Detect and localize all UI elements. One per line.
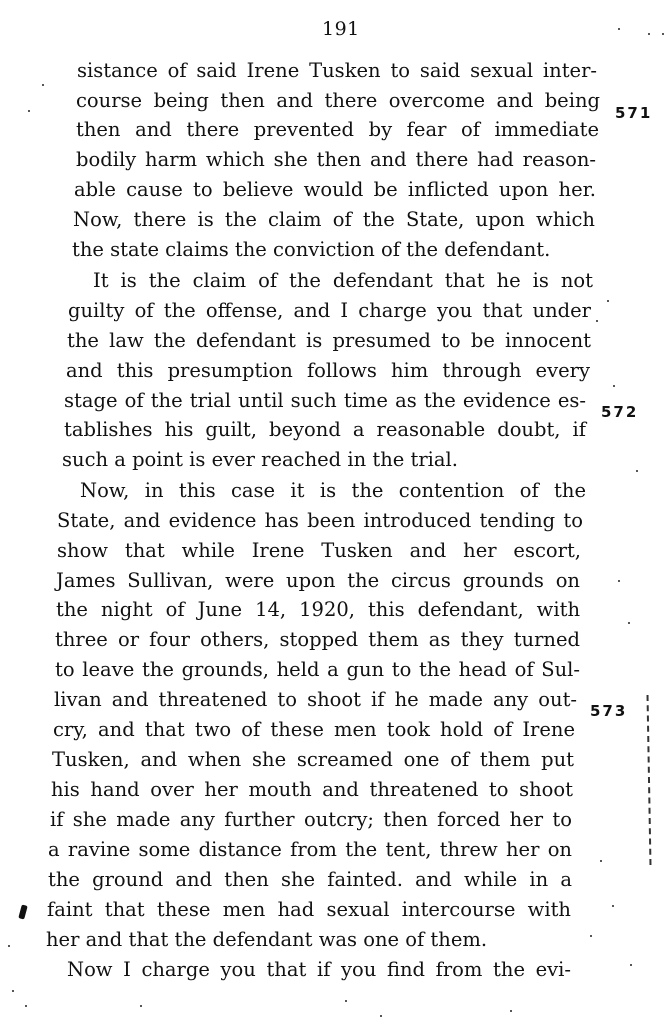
text-line: the ground and then she fainted. and while in a xyxy=(48,868,572,891)
speck xyxy=(618,28,620,30)
text-line: her and that the defendant was one of them. xyxy=(46,928,488,951)
speck xyxy=(596,320,598,322)
margin-line-number: 572 xyxy=(601,403,639,421)
text-line: the law the defendant is presumed to be innocent xyxy=(67,329,591,352)
text-line: Now I charge you that if you find from the evi- xyxy=(67,958,571,981)
speck xyxy=(42,84,44,86)
text-line: James Sullivan, were upon the circus grounds on xyxy=(56,569,580,592)
speck xyxy=(662,33,664,35)
speck xyxy=(12,990,14,992)
text-line: stage of the trial until such time as the evidence es- xyxy=(64,389,586,412)
speck xyxy=(613,385,615,387)
scan-edge-artifact xyxy=(647,695,654,865)
text-line: bodily harm which she then and there had reason- xyxy=(76,148,596,171)
speck xyxy=(25,1005,27,1007)
speck xyxy=(648,33,650,35)
text-line: to leave the grounds, held a gun to the head of Sul- xyxy=(55,658,580,681)
text-line: able cause to believe would be inflicted upon her. xyxy=(74,178,596,201)
text-line: three or four others, stopped them as they turned xyxy=(55,628,580,651)
speck xyxy=(345,1000,347,1002)
speck xyxy=(510,1010,512,1012)
text-line: tablishes his guilt, beyond a reasonable doubt, if xyxy=(64,418,586,441)
text-line: Now, in this case it is the contention of the xyxy=(80,479,586,502)
text-line: livan and threatened to shoot if he made any out- xyxy=(54,688,577,711)
text-line: show that while Irene Tusken and her escort, xyxy=(57,539,581,562)
ink-blot xyxy=(18,904,27,919)
speck xyxy=(8,945,10,947)
text-line: Now, there is the claim of the State, upon which xyxy=(73,208,595,231)
speck xyxy=(140,1005,142,1007)
speck xyxy=(600,860,602,862)
speck xyxy=(618,580,620,582)
text-line: the night of June 14, 1920, this defendant, with xyxy=(56,598,580,621)
speck xyxy=(607,300,609,302)
text-line: if she made any further outcry; then forced her to xyxy=(50,808,572,831)
speck xyxy=(628,622,630,624)
text-line: then and there prevented by fear of immediate xyxy=(76,118,599,141)
text-line: Tusken, and when she screamed one of them put xyxy=(52,748,574,771)
speck xyxy=(612,905,614,907)
speck xyxy=(590,935,592,937)
text-line: such a point is ever reached in the trial. xyxy=(62,448,458,471)
margin-line-number: 571 xyxy=(615,104,653,122)
text-line: a ravine some distance from the tent, threw her on xyxy=(48,838,572,861)
text-line: faint that these men had sexual intercourse with xyxy=(47,898,571,921)
text-line: and this presumption follows him through every xyxy=(66,359,590,382)
text-line: course being then and there overcome and being xyxy=(76,89,600,112)
text-line: It is the claim of the defendant that he is not xyxy=(93,269,593,292)
speck xyxy=(380,1015,382,1017)
text-line: the state claims the conviction of the defendant. xyxy=(72,238,551,261)
text-line: sistance of said Irene Tusken to said sexual inter- xyxy=(77,59,597,82)
speck xyxy=(28,110,30,112)
text-line: State, and evidence has been introduced tending to xyxy=(57,509,583,532)
speck xyxy=(630,964,632,966)
text-line: cry, and that two of these men took hold of Irene xyxy=(53,718,575,741)
page-number: 191 xyxy=(322,18,360,40)
margin-line-number: 573 xyxy=(590,702,628,720)
text-line: guilty of the offense, and I charge you that under xyxy=(68,299,591,322)
speck xyxy=(636,470,638,472)
text-line: his hand over her mouth and threatened to shoot xyxy=(51,778,573,801)
